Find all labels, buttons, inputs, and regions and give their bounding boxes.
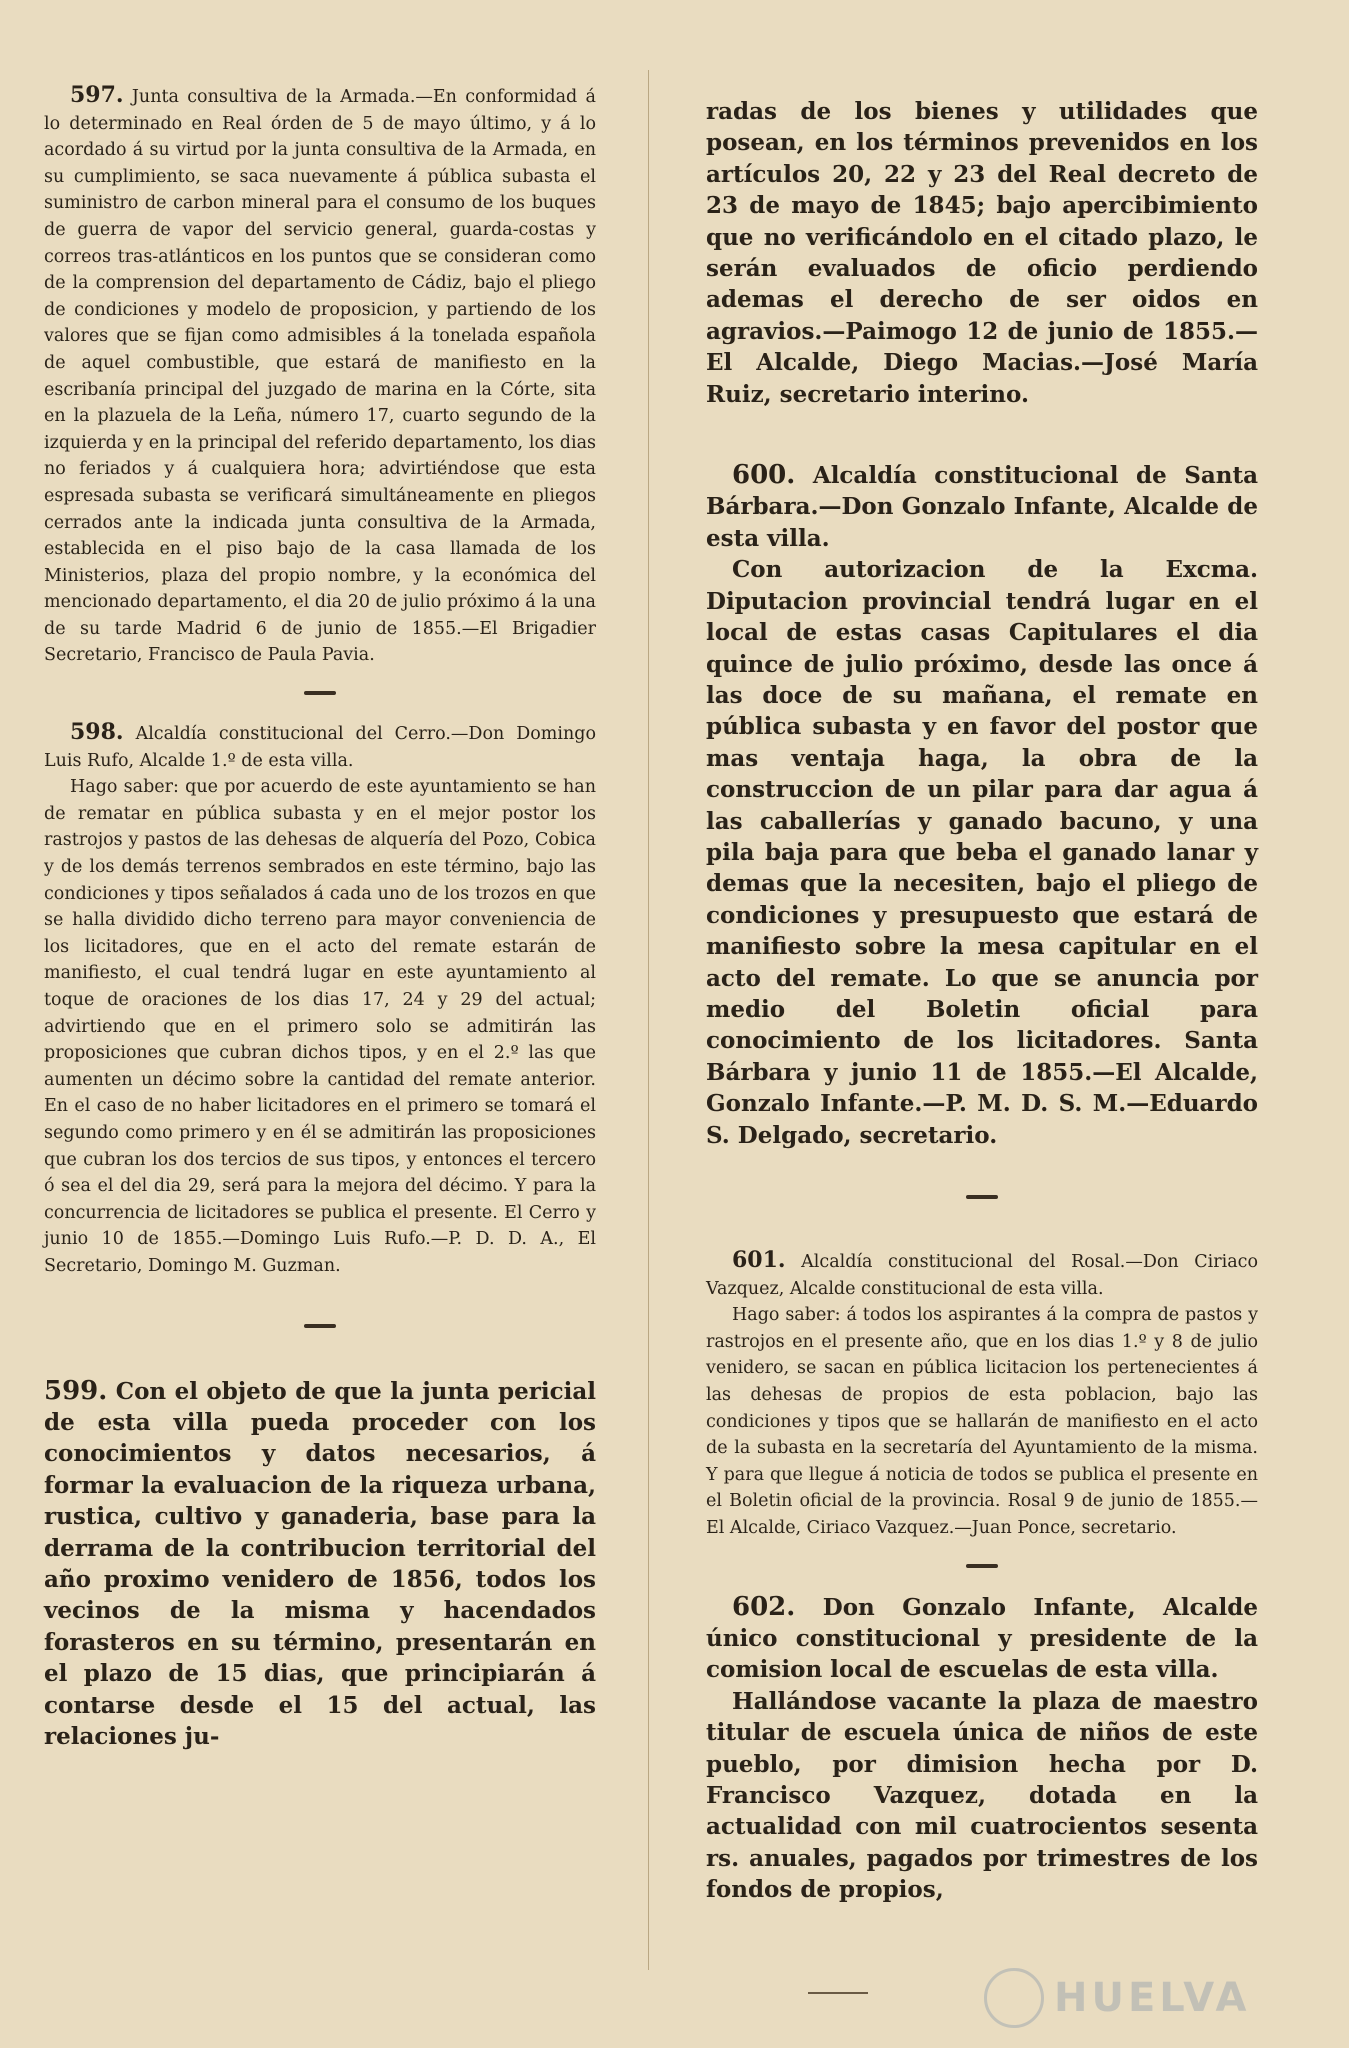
entry-number: 599. bbox=[44, 1375, 108, 1406]
entry-602-heading bbox=[706, 1592, 1258, 1686]
column-divider bbox=[648, 70, 649, 1970]
entry-602-body: Hallándose vacante la plaza de maestro titular de escuela única de niños de este pueblo, por dimision hecha por D. Francisco Vazquez, dotada en la actualidad con mil cuatrocientos sesenta rs. anuales, pagados por trimestres de los fondos de propios, bbox=[706, 1687, 1258, 1904]
entry-598-body: Hago saber: que por acuerdo de este ayuntamiento se han de rematar en pública subasta y en el mejor postor los rastrojos y pastos de las dehesas de alquería del Pozo, Cobica y de los demás terrenos sembrados en este término, bajo las condiciones y tipos señalados á cada uno de los trozos en que se halla dividido dicho terreno para mayor conveniencia de los licitadores, que en el acto del remate estarán de manifiesto, el cual tendrá lugar en este ayuntamiento al toque de oraciones de los dias 17, 24 y 29 del actual; advirtiendo que en el primero solo se admitirán las proposiciones que cubran dichos tipos, y en el 2.º las que aumenten un décimo sobre la cantidad del remate anterior. En el caso de no haber licitadores en el primero se tomará el segundo como primero y en él se admitirán las proposiciones que cubran los dos tercios de sus tipos, y entonces el tercero ó sea el del dia 29, será para la mejora del décimo. Y para la concurrencia de licitadores se publica el presente. El Cerro y junio 10 de 1855.—Domingo Luis Rufo.—P. D. D. A., El Secretario, Domingo M. Guzman. bbox=[44, 777, 596, 1276]
entry-heading: Alcaldía constitucional del Cerro.—Don Domingo Luis Rufo, Alcalde 1.º de esta villa. bbox=[44, 724, 596, 771]
entry-599-continued: radas de los bienes y utilidades que posean, en los términos prevenidos en los artículos 20, 22 y 23 del Real decreto de 23 de mayo de 1845; bajo apercibimiento que no verificándolo en el citado plazo, le serán evaluados de oficio perdiendo ademas el derecho de ser oidos en agravios.—Paimogo 12 de junio de 1855.—El Alcalde, Diego Macias.—José María Ruiz, secretario interino. bbox=[706, 98, 1258, 408]
right-column bbox=[706, 96, 1258, 1906]
entry-number: 597. bbox=[70, 82, 124, 108]
watermark-text: HUELVA bbox=[1054, 1975, 1251, 2021]
entry-600-heading bbox=[706, 460, 1258, 554]
entry-number: 602. bbox=[732, 1591, 796, 1622]
left-column bbox=[44, 82, 596, 1752]
entry-597 bbox=[44, 82, 596, 669]
entry-601-body: Hago saber: á todos los aspirantes á la compra de pastos y rastrojos en el presente año, que en los dias 1.º y 8 de julio venidero, se sacan en pública licitacion los pertenecientes á las dehesas de propios de esta poblacion, bajo las condiciones y tipos que se hallarán de manifiesto en el acto de la subasta en la secretaría del Ayuntamiento de la misma. Y para que llegue á noticia de todos se publica el presente en el Boletin oficial de la provincia. Rosal 9 de junio de 1855.—El Alcalde, Ciriaco Vazquez.—Juan Ponce, secretario. bbox=[706, 1305, 1258, 1538]
entry-599 bbox=[44, 1376, 596, 1753]
section-separator bbox=[304, 1324, 336, 1328]
entry-number: 600. bbox=[732, 460, 796, 491]
entry-number: 598. bbox=[70, 719, 124, 746]
entry-598-heading bbox=[44, 719, 596, 774]
section-separator bbox=[966, 1195, 998, 1199]
entry-600-body: Con autorizacion de la Excma. Diputacion provincial tendrá lugar en el local de estas casas Capitulares el dia quince de julio próximo, desde las once á las doce de su mañana, el remate en pública subasta y en favor del postor que mas ventaja haga, la obra de la construccion de un pilar para dar agua á las caballerías y ganado bacuno, y una pila baja para que beba el ganado lanar y demas que la necesiten, bajo el pliego de condiciones y presupuesto que estará de manifiesto sobre la mesa capitular en el acto del remate. Lo que se anuncia por medio del Boletin oficial para conocimiento de los licitadores. Santa Bárbara y junio 11 de 1855.—El Alcalde, Gonzalo Infante.—P. M. D. S. M.—Eduardo S. Delgado, secretario. bbox=[706, 556, 1258, 1149]
entry-heading: Alcaldía constitucional del Rosal.—Don Ciriaco Vazquez, Alcalde constitucional de esta villa. bbox=[706, 1252, 1258, 1299]
entry-number: 601. bbox=[732, 1247, 786, 1273]
spacer bbox=[706, 410, 1258, 460]
seal-icon bbox=[984, 1968, 1044, 2028]
archive-watermark bbox=[984, 1968, 1250, 2028]
section-separator bbox=[966, 1564, 998, 1568]
entry-text: Junta consultiva de la Armada.—En conformidad á lo determinado en Real órden de 5 de mayo último, y á lo acordado á su virtud por la junta consultiva de la Armada, en su cumplimiento, se saca nuevamente á pública subasta el suministro de carbon mineral para el consumo de los buques de guerra de vapor del servicio general, guarda-costas y correos tras-atlánticos en los puntos que se consideran como de la comprension del departamento de Cádiz, bajo el pliego de condiciones y modelo de proposicion, y partiendo de los valores que se fijan como admisibles á la tonelada española de aquel combustible, que estará de manifiesto en la escribanía principal del juzgado de marina en la Córte, sita en la plazuela de la Leña, número 17, cuarto segundo de la izquierda y en la principal del referido departamento, los dias no feriados y á cualquiera hora; advirtiéndose que esta espresada subasta se verificará simultáneamente en pliegos cerrados ante la indicada junta consultiva de la Armada, establecida en el piso bajo de la casa llamada de los Ministerios, plaza del propio nombre, y la económica del mencionado departamento, el dia 20 de julio próximo á la una de su tarde Madrid 6 de junio de 1855.—El Brigadier Secretario, Francisco de Paula Pavia. bbox=[44, 87, 596, 666]
entry-text: Con el objeto de que la junta pericial de esta villa pueda proceder con los conocimientos y datos necesarios, á formar la evaluacion de la riqueza urbana, rustica, cultivo y ganaderia, base para la derrama de la contribucion territorial del año proximo venidero de 1856, todos los vecinos de la misma y hacendados forasteros en su término, presentarán en el plazo de 15 dias, que principiarán á contarse desde el 15 del actual, las relaciones ju- bbox=[44, 1377, 597, 1750]
bottom-rule bbox=[808, 1992, 868, 1994]
entry-601-heading bbox=[706, 1247, 1258, 1302]
entry-heading: Alcaldía constitucional de Santa Bárbara.—Don Gonzalo Infante, Alcalde de esta villa. bbox=[706, 462, 1258, 552]
section-separator bbox=[304, 691, 336, 695]
entry-heading: Don Gonzalo Infante, Alcalde único constitucional y presidente de la comision local de escuelas de esta villa. bbox=[706, 1593, 1259, 1684]
